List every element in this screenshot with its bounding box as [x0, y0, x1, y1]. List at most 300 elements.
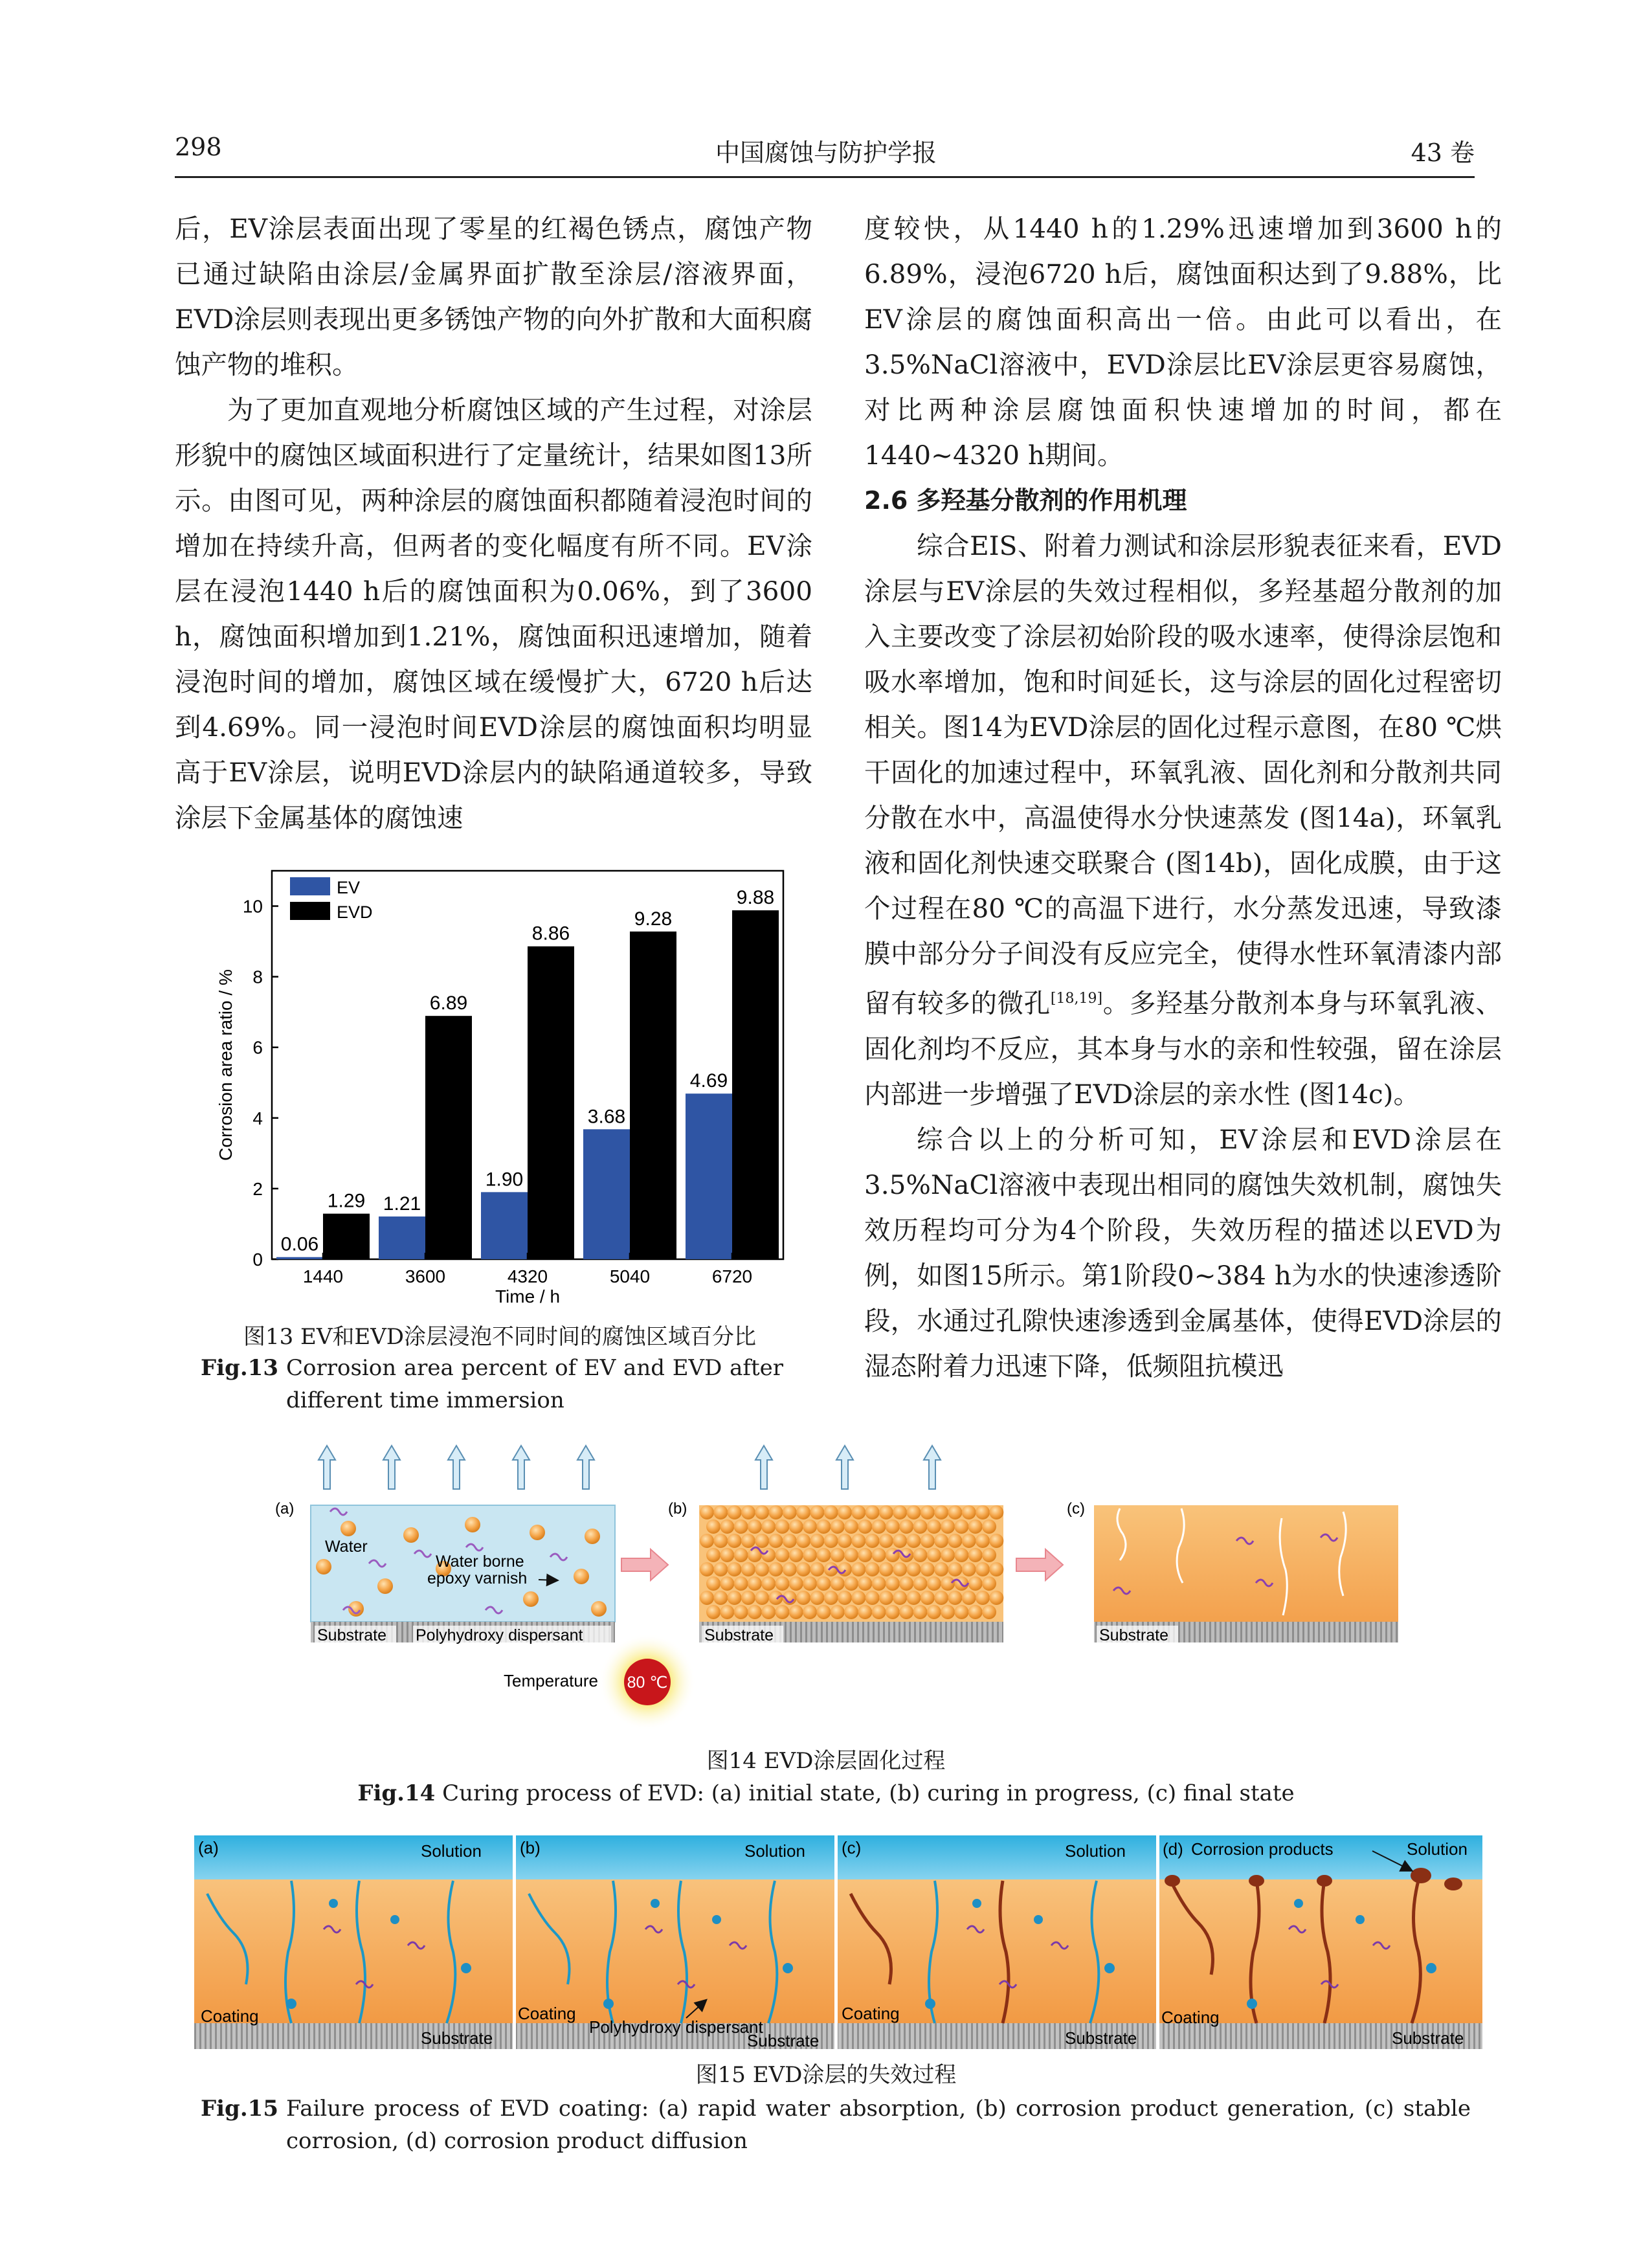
epoxy-particle — [713, 1591, 728, 1605]
epoxy-particle — [921, 1591, 935, 1605]
epoxy-particle — [989, 1534, 1003, 1548]
epoxy-particle — [340, 1521, 356, 1536]
right-column — [864, 206, 1502, 1389]
epoxy-particle — [851, 1562, 865, 1576]
panel-label-b: (b) — [520, 1838, 541, 1857]
up-arrow-icon — [836, 1446, 853, 1489]
cured-coating — [1094, 1505, 1398, 1622]
data-label-evd-3600: 6.89 — [429, 992, 468, 1014]
epoxy-particle — [720, 1519, 734, 1534]
water-droplet — [1247, 1999, 1257, 2009]
epoxy-particle — [769, 1505, 783, 1519]
up-arrow-icon — [513, 1446, 530, 1489]
epoxy-particle — [585, 1529, 600, 1544]
epoxy-particle — [748, 1519, 762, 1534]
caption-layout — [201, 2092, 1471, 2157]
epoxy-particle — [968, 1605, 983, 1619]
epoxy-particle — [816, 1548, 831, 1562]
epoxy-particle — [948, 1534, 962, 1548]
legend-label-ev: EV — [337, 878, 361, 897]
up-arrow-icon — [755, 1446, 772, 1489]
solution-label: Solution — [744, 1841, 805, 1861]
epoxy-particle — [976, 1505, 990, 1519]
epoxy-particle — [899, 1548, 913, 1562]
water-droplet — [461, 1963, 471, 1973]
epoxy-particle — [748, 1576, 762, 1591]
epoxy-particle — [865, 1591, 880, 1605]
water-label: Water — [325, 1538, 368, 1556]
epoxy-particle — [728, 1591, 742, 1605]
epoxy-particle — [893, 1562, 907, 1576]
epoxy-particle — [921, 1562, 935, 1576]
epoxy-particle — [816, 1605, 831, 1619]
epoxy-particle — [851, 1591, 865, 1605]
data-label-ev-4320: 1.90 — [485, 1169, 524, 1191]
paragraph — [864, 523, 1502, 1117]
epoxy-particle — [927, 1576, 941, 1591]
epoxy-particle — [776, 1605, 790, 1619]
substrate-label: Substrate — [747, 2031, 820, 2049]
epoxy-particle — [796, 1591, 810, 1605]
panel-label-c: (c) — [842, 1838, 862, 1857]
epoxy-particle — [796, 1505, 810, 1519]
corrosion-product — [1249, 1875, 1264, 1887]
panel-a — [311, 1505, 615, 1645]
epoxy-particle — [810, 1505, 824, 1519]
header-rule — [175, 176, 1475, 178]
epoxy-particle — [907, 1562, 921, 1576]
epoxy-particle — [941, 1605, 955, 1619]
panel-label-a: (a) — [275, 1500, 295, 1518]
epoxy-particle — [934, 1591, 948, 1605]
epoxy-particle — [574, 1569, 589, 1584]
epoxy-particle — [907, 1534, 921, 1548]
epoxy-particle — [976, 1562, 990, 1576]
epoxy-particle — [962, 1562, 976, 1576]
epoxy-particle — [941, 1519, 955, 1534]
epoxy-particle — [913, 1576, 928, 1591]
up-arrow-icon — [577, 1446, 594, 1489]
coating-layer — [516, 1879, 834, 2023]
epoxy-particle — [713, 1505, 728, 1519]
right-arrow-icon — [1016, 1549, 1063, 1580]
epoxy-particle — [816, 1576, 831, 1591]
bar-evd-1440 — [323, 1214, 370, 1259]
epoxy-particle — [851, 1505, 865, 1519]
water-droplet — [286, 1999, 296, 2009]
fig14-diagram — [272, 1421, 1424, 1738]
epoxy-particle — [700, 1562, 714, 1576]
epoxy-particle — [893, 1591, 907, 1605]
epoxy-particle — [755, 1534, 769, 1548]
x-axis — [303, 1253, 752, 1286]
epoxy-particle — [831, 1548, 845, 1562]
legend-swatch-evd — [290, 902, 330, 920]
epoxy-particle — [734, 1519, 748, 1534]
epoxy-particle — [824, 1505, 838, 1519]
epoxy-particle — [706, 1519, 720, 1534]
solution-label: Solution — [421, 1841, 482, 1861]
epoxy-particle — [776, 1519, 790, 1534]
dispersant-label: Polyhydroxy dispersant — [416, 1626, 583, 1644]
panel-c — [1094, 1505, 1398, 1645]
epoxy-particle — [755, 1591, 769, 1605]
epoxy-particle — [968, 1548, 983, 1562]
epoxy-particle — [831, 1519, 845, 1534]
paragraph: 综合以上的分析可知，EV涂层和EVD涂层在3.5%NaCl溶液中表现出相同的腐蚀失效机制，腐蚀失效历程均可分为4个阶段，失效历程的描述以EVD为例，如图15所示。第1阶段0~384 h为水的快速渗透阶段，水通过孔隙快速渗透到金属基体，使得EVD涂层的湿态附着力迅速下降，低频阻抗模迅 — [864, 1123, 1502, 1382]
epoxy-particle — [838, 1505, 852, 1519]
epoxy-particle — [734, 1548, 748, 1562]
epoxy-particle — [907, 1505, 921, 1519]
up-arrow-icon — [383, 1446, 400, 1489]
epoxy-particle — [706, 1576, 720, 1591]
epoxy-particle — [769, 1534, 783, 1548]
panel-a — [194, 1835, 513, 2049]
epoxy-particle — [941, 1548, 955, 1562]
epoxy-particle — [982, 1548, 996, 1562]
x-tick-label: 6720 — [711, 1266, 753, 1286]
epoxy-particle — [591, 1601, 607, 1617]
epoxy-particle — [783, 1505, 797, 1519]
epoxy-particle — [700, 1505, 714, 1519]
epoxy-particle — [810, 1562, 824, 1576]
water-droplet — [1426, 1963, 1436, 1973]
epoxy-particle — [962, 1534, 976, 1548]
epoxy-particle — [741, 1591, 755, 1605]
water-droplet — [783, 1963, 793, 1973]
epoxy-particle — [948, 1505, 962, 1519]
epoxy-particle — [803, 1605, 817, 1619]
epoxy-particle — [713, 1534, 728, 1548]
paragraph: 为了更加直观地分析腐蚀区域的产生过程，对涂层形貌中的腐蚀区域面积进行了定量统计，结果如图13所示。由图可见，两种涂层的腐蚀面积都随着浸泡时间的增加在持续升高，但两者的变化幅度有所不同。EV涂层在浸泡1440 h后的腐蚀面积为0.06%，到了3600 h，腐蚀面积增加到1.21%，腐蚀面积迅速增加，随着浸泡时间的增加，腐蚀区域在缓慢扩大，6720 h后达到4.69%。同一浸泡时间EVD涂层的腐蚀面积均明显高于EV涂层，说明EVD涂层内的缺陷通道较多，导致涂层下金属基体的腐蚀速 — [175, 394, 812, 833]
epoxy-particle — [838, 1534, 852, 1548]
corrosion-product — [1317, 1875, 1332, 1887]
bar-evd-3600 — [425, 1016, 472, 1259]
water-droplet — [651, 1899, 660, 1908]
epoxy-particle — [741, 1534, 755, 1548]
fig13-caption-cn: 图13 EV和EVD涂层浸泡不同时间的腐蚀区域百分比 — [243, 1324, 757, 1350]
coating-label: Coating — [842, 2004, 900, 2023]
epoxy-particle — [844, 1548, 858, 1562]
substrate-label: Substrate — [421, 2028, 493, 2048]
panel-b — [516, 1835, 834, 2049]
fig13-label: Fig.13 — [201, 1355, 278, 1381]
epoxy-particle — [316, 1559, 331, 1575]
epoxy-particle — [789, 1605, 803, 1619]
up-arrow-icon — [318, 1446, 335, 1489]
epoxy-particle — [913, 1548, 928, 1562]
fig15-caption-cn: 图15 EVD涂层的失效过程 — [695, 2062, 957, 2088]
x-tick-label: 3600 — [405, 1266, 446, 1286]
paragraph: 度较快，从1440 h的1.29%迅速增加到3600 h的6.89%，浸泡6720 h后，腐蚀面积达到了9.88%，比EV涂层的腐蚀面积高出一倍。由此可以看出，在3.5%NaCl溶液中，EVD涂层比EV涂层更容易腐蚀，对比两种涂层腐蚀面积快速增加的时间，都在1440~4320 h期间。 — [864, 213, 1502, 471]
epoxy-particle — [810, 1591, 824, 1605]
up-arrow-icon — [924, 1446, 941, 1489]
bar-ev-5040 — [583, 1129, 630, 1259]
epoxy-particle — [824, 1591, 838, 1605]
epoxy-particle — [530, 1525, 545, 1540]
epoxy-particle — [858, 1519, 872, 1534]
dispersant-label: Polyhydroxy dispersant — [589, 2017, 763, 2037]
substrate-label: Substrate — [1065, 2028, 1137, 2048]
epoxy-particle — [934, 1562, 948, 1576]
corrosion-product — [1165, 1875, 1180, 1887]
epoxy-particle — [831, 1605, 845, 1619]
corrosion-product — [1444, 1877, 1462, 1890]
data-label-ev-1440: 0.06 — [280, 1233, 319, 1255]
data-label-evd-4320: 8.86 — [531, 923, 570, 945]
epoxy-particle — [865, 1562, 880, 1576]
y-tick-label: 2 — [252, 1178, 263, 1199]
fig14-caption-cn: 图14 EVD涂层固化过程 — [706, 1748, 946, 1774]
epoxy-particle — [893, 1534, 907, 1548]
epoxy-particle — [907, 1591, 921, 1605]
epoxy-particle — [989, 1562, 1003, 1576]
epoxy-particle — [927, 1605, 941, 1619]
fig14-label: Fig.14 — [357, 1780, 436, 1806]
epoxy-particle — [789, 1576, 803, 1591]
epoxy-particle — [954, 1548, 968, 1562]
epoxy-particle — [913, 1519, 928, 1534]
epoxy-particle — [962, 1591, 976, 1605]
legend — [290, 877, 373, 922]
x-tick-label: 4320 — [507, 1266, 548, 1286]
paragraph: 后，EV涂层表面出现了零星的红褐色锈点，腐蚀产物已通过缺陷由涂层/金属界面扩散至涂层/溶液界面，EVD涂层则表现出更多锈蚀产物的向外扩散和大面积腐蚀产物的堆积。 — [175, 213, 812, 380]
paragraph-text: 。多羟基分散剂本身与环氧乳液、固化剂均不反应，其本身与水的亲和性较强，留在涂层内部进一步增强了EVD涂层的亲水性 (图14c)。 — [864, 987, 1502, 1110]
coating-label: Coating — [518, 2004, 576, 2023]
epoxy-particle — [734, 1576, 748, 1591]
epoxy-particle — [761, 1576, 776, 1591]
epoxy-particle — [948, 1591, 962, 1605]
epoxy-particle — [913, 1605, 928, 1619]
epoxy-particle — [989, 1591, 1003, 1605]
epoxy-particle — [872, 1605, 886, 1619]
epoxy-particle — [948, 1562, 962, 1576]
epoxy-particle — [810, 1534, 824, 1548]
epoxy-particle — [741, 1562, 755, 1576]
epoxy-particle — [720, 1576, 734, 1591]
panel-label-b: (b) — [668, 1500, 687, 1518]
fig14-caption-text: Curing process of EVD: (a) initial state, (b) curing in progress, (c) final state — [442, 1780, 1295, 1806]
epoxy-particle — [858, 1605, 872, 1619]
right-arrow-icon — [621, 1549, 668, 1580]
substrate-label: Substrate — [704, 1626, 774, 1644]
epoxy-particle — [755, 1505, 769, 1519]
epoxy-particle — [803, 1548, 817, 1562]
volume-label: 43 卷 — [1411, 139, 1475, 167]
evaporation-arrows-a — [318, 1446, 594, 1489]
epoxy-particle — [523, 1591, 539, 1607]
epoxy-particle — [789, 1519, 803, 1534]
epoxy-particle — [838, 1591, 852, 1605]
substrate-label: Substrate — [1392, 2028, 1464, 2048]
y-tick-label: 4 — [252, 1108, 263, 1128]
solution-label: Solution — [1407, 1839, 1468, 1859]
epoxy-particle — [403, 1527, 419, 1543]
water-droplet — [603, 1999, 614, 2009]
data-label-evd-6720: 9.88 — [736, 887, 775, 909]
epoxy-particle — [816, 1519, 831, 1534]
temperature-value: 80 ℃ — [627, 1674, 668, 1692]
epoxy-particle — [879, 1505, 893, 1519]
corrosion-products-label: Corrosion products — [1191, 1839, 1334, 1859]
epoxy-particle — [706, 1548, 720, 1562]
epoxy-particle — [700, 1534, 714, 1548]
epoxy-particle — [851, 1534, 865, 1548]
panel-d — [1159, 1835, 1482, 2049]
epoxy-particle — [976, 1534, 990, 1548]
epoxy-particle — [465, 1517, 480, 1532]
epoxy-particle — [872, 1548, 886, 1562]
epoxy-particle — [783, 1534, 797, 1548]
coating-label: Coating — [201, 2006, 259, 2026]
panel-label-a: (a) — [198, 1838, 219, 1857]
journal-title: 中国腐蚀与防护学报 — [715, 139, 937, 167]
x-tick-label: 5040 — [609, 1266, 651, 1286]
temperature-label: Temperature — [504, 1671, 598, 1690]
fig13-caption-en — [201, 1352, 783, 1417]
epoxy-particle — [844, 1576, 858, 1591]
data-label-ev-3600: 1.21 — [383, 1193, 421, 1215]
water-droplet — [1294, 1899, 1303, 1908]
data-label-ev-6720: 4.69 — [689, 1070, 728, 1092]
y-tick-label: 6 — [252, 1037, 263, 1058]
epoxy-particle — [872, 1576, 886, 1591]
panel-b — [699, 1505, 1003, 1645]
evaporation-arrows-b — [755, 1446, 941, 1489]
epoxy-particle — [700, 1591, 714, 1605]
varnish-label-1: Water borne — [436, 1552, 524, 1571]
fig15-caption-en — [201, 2092, 1476, 2157]
coating-layer — [194, 1879, 513, 2023]
epoxy-particle — [761, 1548, 776, 1562]
corrosion-product — [1411, 1868, 1431, 1883]
epoxy-particle — [927, 1548, 941, 1562]
epoxy-particle — [858, 1576, 872, 1591]
section-heading: 2.6 多羟基分散剂的作用机理 — [864, 486, 1187, 515]
epoxy-particle — [734, 1605, 748, 1619]
left-column — [175, 206, 812, 840]
epoxy-particle — [921, 1534, 935, 1548]
epoxy-particle — [789, 1548, 803, 1562]
epoxy-particle — [865, 1505, 880, 1519]
panel-label-d: (d) — [1163, 1839, 1183, 1859]
epoxy-particle — [776, 1548, 790, 1562]
epoxy-particle — [755, 1562, 769, 1576]
epoxy-particle — [713, 1562, 728, 1576]
epoxy-particle — [865, 1534, 880, 1548]
epoxy-particle — [761, 1605, 776, 1619]
bar-ev-3600 — [379, 1216, 425, 1259]
fig15-diagram — [194, 1835, 1482, 2049]
epoxy-particle — [886, 1519, 900, 1534]
bar-evd-4320 — [528, 947, 574, 1259]
epoxy-particle — [769, 1591, 783, 1605]
fig15-caption-text: Failure process of EVD coating: (a) rapid water absorption, (b) corrosion product generation, (c) stable corrosion, (d) corrosion product diffusion — [285, 2096, 1471, 2154]
epoxy-particle — [844, 1605, 858, 1619]
y-axis-label: Corrosion area ratio / % — [216, 969, 236, 1161]
water-droplet — [972, 1899, 981, 1908]
epoxy-particle — [927, 1519, 941, 1534]
x-axis-label: Time / h — [495, 1286, 561, 1306]
epoxy-particle — [934, 1505, 948, 1519]
epoxy-particle — [831, 1576, 845, 1591]
epoxy-particle — [858, 1548, 872, 1562]
epoxy-particle — [941, 1576, 955, 1591]
epoxy-particle — [934, 1534, 948, 1548]
water-droplet — [1104, 1963, 1115, 1973]
page-number: 298 — [175, 133, 222, 161]
y-axis — [243, 897, 278, 1270]
solution-label: Solution — [1065, 1841, 1126, 1861]
epoxy-particle — [921, 1505, 935, 1519]
epoxy-particle — [796, 1534, 810, 1548]
fig13-caption-text: Corrosion area percent of EV and EVD after different time immersion — [285, 1355, 783, 1413]
epoxy-particle — [377, 1578, 393, 1594]
epoxy-particle — [879, 1562, 893, 1576]
epoxy-particle — [824, 1534, 838, 1548]
substrate-label: Substrate — [1099, 1626, 1169, 1644]
bar-evd-5040 — [630, 932, 676, 1259]
x-tick-label: 1440 — [302, 1266, 344, 1286]
epoxy-particle — [989, 1505, 1003, 1519]
y-tick-label: 8 — [252, 967, 263, 987]
epoxy-particle — [879, 1534, 893, 1548]
epoxy-particle — [824, 1562, 838, 1576]
epoxy-particle — [982, 1576, 996, 1591]
epoxy-particle — [844, 1519, 858, 1534]
epoxy-particle — [962, 1505, 976, 1519]
water-droplet — [1034, 1915, 1043, 1924]
epoxy-particle — [899, 1576, 913, 1591]
epoxy-particle — [954, 1605, 968, 1619]
epoxy-particle — [783, 1562, 797, 1576]
epoxy-particle — [968, 1576, 983, 1591]
bar-ev-1440 — [276, 1257, 323, 1259]
substrate-label: Substrate — [317, 1626, 387, 1644]
epoxy-particle — [720, 1605, 734, 1619]
panel-label-c: (c) — [1067, 1500, 1085, 1518]
epoxy-particle — [706, 1605, 720, 1619]
coating-label: Coating — [1161, 2008, 1220, 2027]
bar-evd-6720 — [732, 910, 779, 1259]
data-label-ev-5040: 3.68 — [587, 1106, 626, 1128]
citation[interactable]: [18,19] — [1050, 991, 1103, 1007]
caption-layout — [201, 1352, 783, 1417]
water-droplet — [1356, 1915, 1365, 1924]
epoxy-particle — [976, 1591, 990, 1605]
epoxy-particle — [879, 1591, 893, 1605]
varnish-label-2: epoxy varnish — [427, 1569, 528, 1587]
panel-c — [838, 1835, 1156, 2049]
legend-label-evd: EVD — [337, 902, 373, 922]
epoxy-particle — [893, 1505, 907, 1519]
epoxy-particle — [748, 1605, 762, 1619]
epoxy-particle — [741, 1505, 755, 1519]
data-label-evd-1440: 1.29 — [327, 1190, 366, 1212]
legend-swatch-ev — [290, 877, 330, 895]
epoxy-particle — [728, 1534, 742, 1548]
fig13-chart — [214, 861, 796, 1314]
paragraph-text: 综合EIS、附着力测试和涂层形貌表征来看，EVD涂层与EV涂层的失效过程相似，多羟基超分散剂的加入主要改变了涂层初始阶段的吸水速率，使得涂层饱和吸水率增加，饱和时间延长，这与涂层的固化过程密切相关。图14为EVD涂层的固化过程示意图，在80 ℃烘干固化的加速过程中，环氧乳液、固化剂和分散剂共同分散在水中，高温使得水分快速蒸发 (图14a)，环氧乳液和固化剂快速交联聚合 (图14b)，固化成膜，由于这个过程在80 ℃的高温下进行，水分蒸发迅速，导致漆膜中部分分子间没有反应完全，使得水性环氧清漆内部留有较多的微孔 — [864, 530, 1502, 1019]
y-tick-label: 10 — [242, 896, 263, 917]
epoxy-particle — [728, 1505, 742, 1519]
up-arrow-icon — [448, 1446, 465, 1489]
bar-ev-4320 — [481, 1192, 528, 1259]
epoxy-particle — [803, 1519, 817, 1534]
epoxy-particle — [728, 1562, 742, 1576]
water-droplet — [712, 1915, 721, 1924]
epoxy-particle — [761, 1519, 776, 1534]
